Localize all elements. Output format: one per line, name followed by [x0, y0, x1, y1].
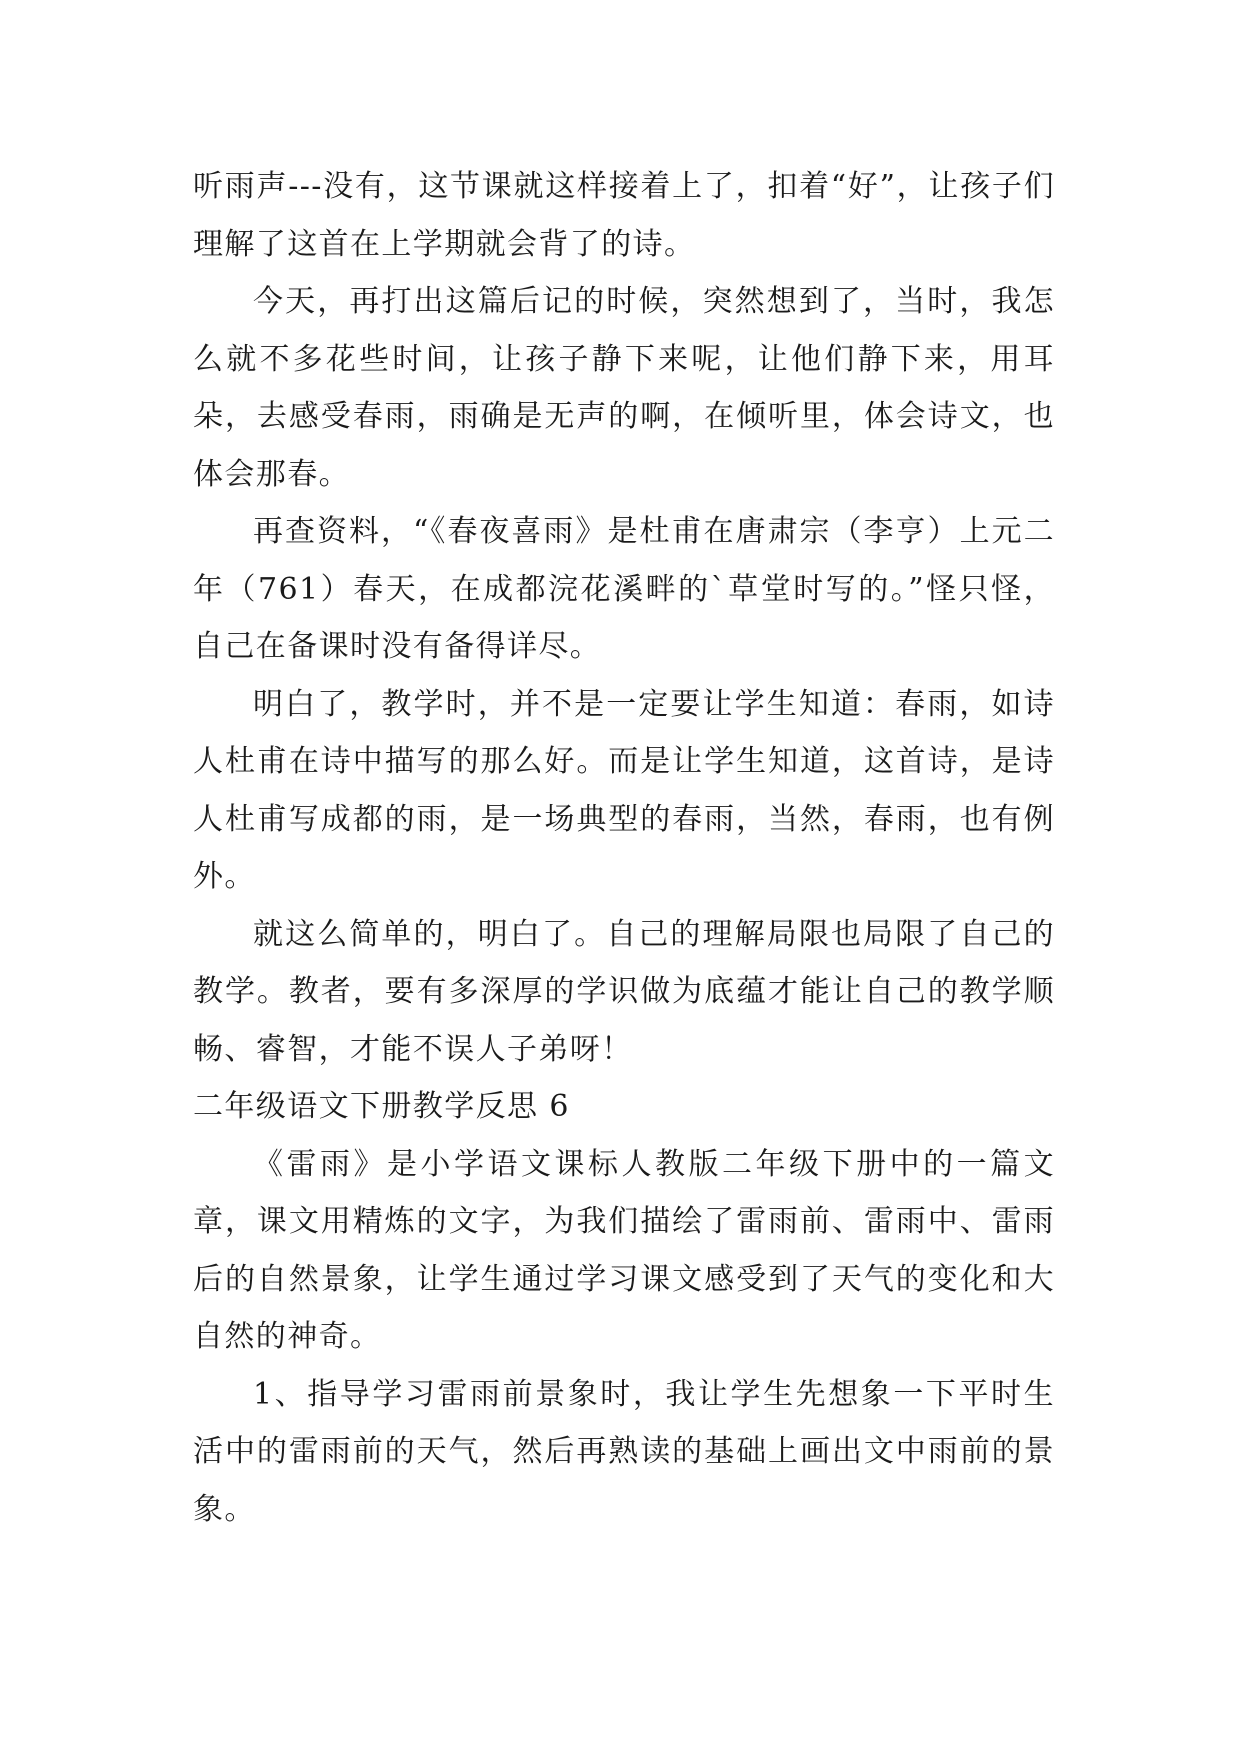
paragraph: 再查资料，“《春夜喜雨》是杜甫在唐肃宗（李亨）上元二年（761）春天，在成都浣花溪畔的`草堂时写的。”怪只怪，自己在备课时没有备得详尽。: [193, 514, 1055, 664]
paragraph: 今天，再打出这篇后记的时候，突然想到了，当时，我怎么就不多花些时间，让孩子静下来呢，让他们静下来，用耳朵，去感受春雨，雨确是无声的啊，在倾听里，体会诗文，也体会那春。: [193, 284, 1055, 492]
paragraph-continuation: 听雨声---没有，这节课就这样接着上了，扣着“好”，让孩子们理解了这首在上学期就会背了的诗。: [193, 169, 1055, 262]
paragraph: 1、指导学习雷雨前景象时，我让学生先想象一下平时生活中的雷雨前的天气，然后再熟读的基础上画出文中雨前的景象。: [193, 1376, 1055, 1527]
paragraph: 《雷雨》是小学语文课标人教版二年级下册中的一篇文章，课文用精炼的文字，为我们描绘了雷雨前、雷雨中、雷雨后的自然景象，让学生通过学习课文感受到了天气的变化和大自然的神奇。: [193, 1146, 1055, 1354]
document-body: [193, 158, 1055, 1538]
paragraph: 明白了，教学时，并不是一定要让学生知道：春雨，如诗人杜甫在诗中描写的那么好。而是让学生知道，这首诗，是诗人杜甫写成都的雨，是一场典型的春雨，当然，春雨，也有例外。: [193, 686, 1055, 894]
paragraph: 就这么简单的，明白了。自己的理解局限也局限了自己的教学。教者，要有多深厚的学识做为底蕴才能让自己的教学顺畅、睿智，才能不误人子弟呀！: [193, 916, 1055, 1067]
section-heading: 二年级语文下册教学反思 6: [193, 1089, 570, 1124]
